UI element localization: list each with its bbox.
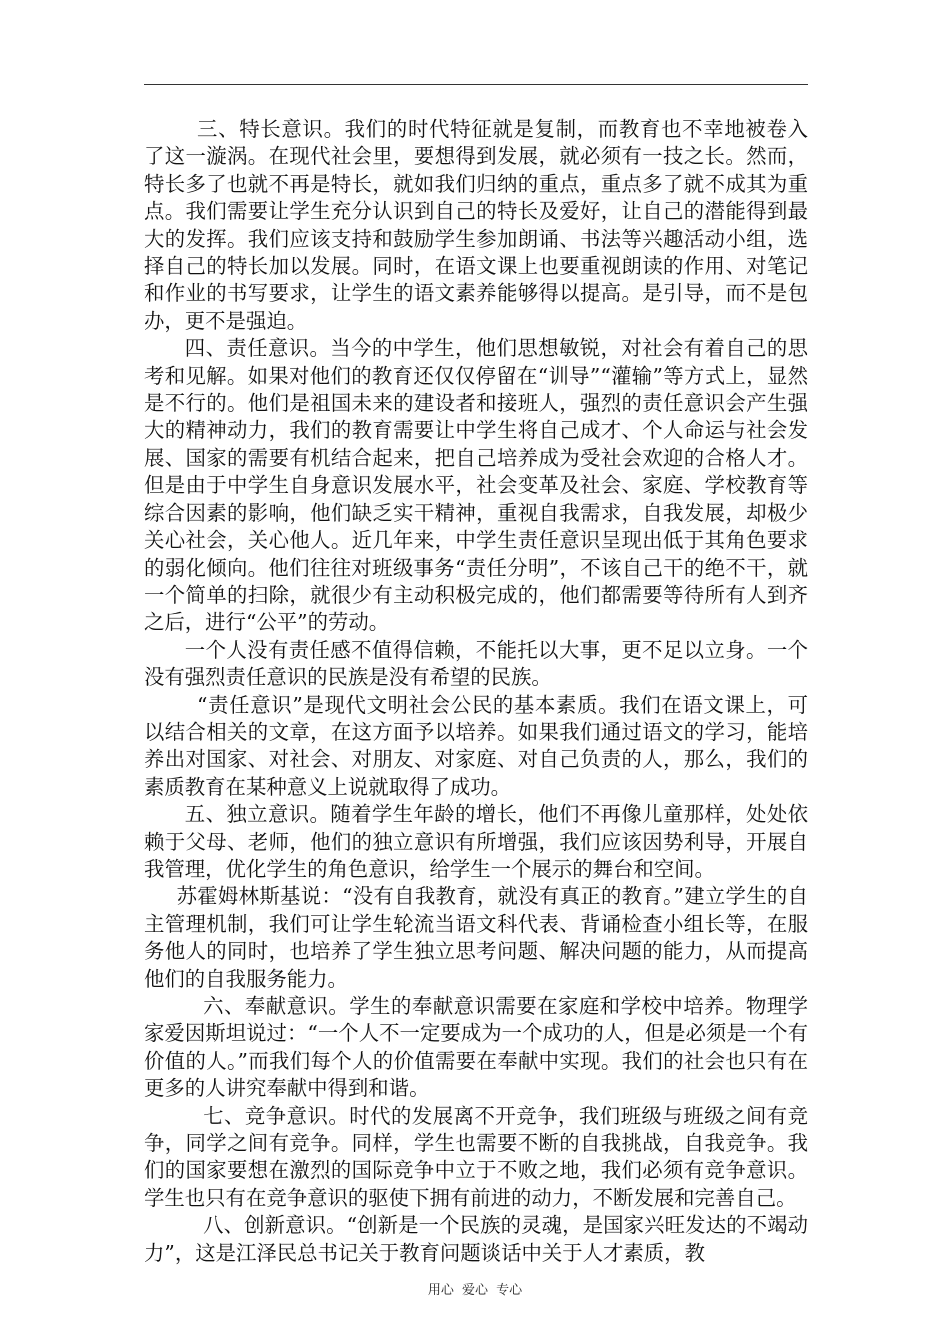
paragraph-specialty: 三、特长意识。我们的时代特征就是复制，而教育也不幸地被卷入了这一漩涡。在现代社会里，要想得到发展，就必须有一技之长。然而，特长多了也就不再是特长，就如我们归纳的重点，重点多了就不成其为重点。我们需要让学生充分认识到自己的特长及爱好，让自己的潜能得到最大的发挥。我们应该支持和鼓励学生参加朗诵、书法等兴趣活动小组，选择自己的特长加以发展。同时，在语文课上也要重视朗读的作用、对笔记和作业的书写要求，让学生的语文素养能够得以提高。是引导，而不是包办，更不是强迫。 — [144, 117, 808, 333]
paragraph-responsibility-quality: “责任意识”是现代文明社会公民的基本素质。我们在语文课上，可以结合相关的文章，在这方面予以培养。如果我们通过语文的学习，能培养出对国家、对社会、对朋友、对家庭、对自己负责的人，那么，我们的素质教育在某种意义上说就取得了成功。 — [144, 692, 808, 799]
paragraph-responsibility: 四、责任意识。当今的中学生，他们思想敏锐，对社会有着自己的思考和见解。如果对他们的教育还仅仅停留在“训导”“灌输”等方式上，显然是不行的。他们是祖国未来的建设者和接班人，强烈的责任意识会产生强大的精神动力，我们的教育需要让中学生将自己成才、个人命运与社会发展、国家的需要有机结合起来，把自己培养成为受社会欢迎的合格人才。但是由于中学生自身意识发展水平，社会变革及社会、家庭、学校教育等综合因素的影响，他们缺乏实干精神，重视自我需求，自我发展，却极少关心社会，关心他人。近几年来，中学生责任意识呈现出低于其角色要求的弱化倾向。他们往往对班级事务“责任分明”，不该自己干的绝不干，就一个简单的扫除，就很少有主动积极完成的，他们都需要等待所有人到齐之后，进行“公平”的劳动。 — [144, 336, 808, 635]
paragraph-innovation: 八、创新意识。“创新是一个民族的灵魂，是国家兴旺发达的不竭动力”，这是江泽民总书记关于教育问题谈话中关于人才素质，教 — [144, 1213, 808, 1265]
paragraph-responsibility-quote: 一个人没有责任感不值得信赖，不能托以大事，更不足以立身。一个没有强烈责任意识的民族是没有希望的民族。 — [144, 637, 808, 690]
paragraph-self-education: 苏霍姆林斯基说：“没有自我教育，就没有真正的教育。”建立学生的自主管理机制，我们可让学生轮流当语文科代表、背诵检查小组长等，在服务他人的同时，也培养了学生独立思考问题、解决问题的能力，从而提高他们的自我服务能力。 — [144, 884, 808, 991]
paragraph-dedication: 六、奉献意识。学生的奉献意识需要在家庭和学校中培养。物理学家爱因斯坦说过：“一个人不一定要成为一个成功的人，但是必须是一个有价值的人。”而我们每个人的价值需要在奉献中实现。我们的社会也只有在更多的人讲究奉献中得到和谐。 — [144, 994, 808, 1101]
paragraph-independence: 五、独立意识。随着学生年龄的增长，他们不再像儿童那样，处处依赖于父母、老师，他们的独立意识有所增强，我们应该因势利导，开展自我管理，优化学生的角色意识，给学生一个展示的舞台和空间。 — [144, 802, 808, 881]
header-rule — [144, 84, 808, 85]
page-footer: 用心 爱心 专心 — [427, 1283, 523, 1298]
document-body — [144, 116, 808, 1267]
paragraph-competition: 七、竞争意识。时代的发展离不开竞争，我们班级与班级之间有竞争，同学之间有竞争。同样，学生也需要不断的自我挑战，自我竞争。我们的国家要想在激烈的国际竞争中立于不败之地，我们必须有竞争意识。学生也只有在竞争意识的驱使下拥有前进的动力，不断发展和完善自己。 — [144, 1103, 808, 1210]
